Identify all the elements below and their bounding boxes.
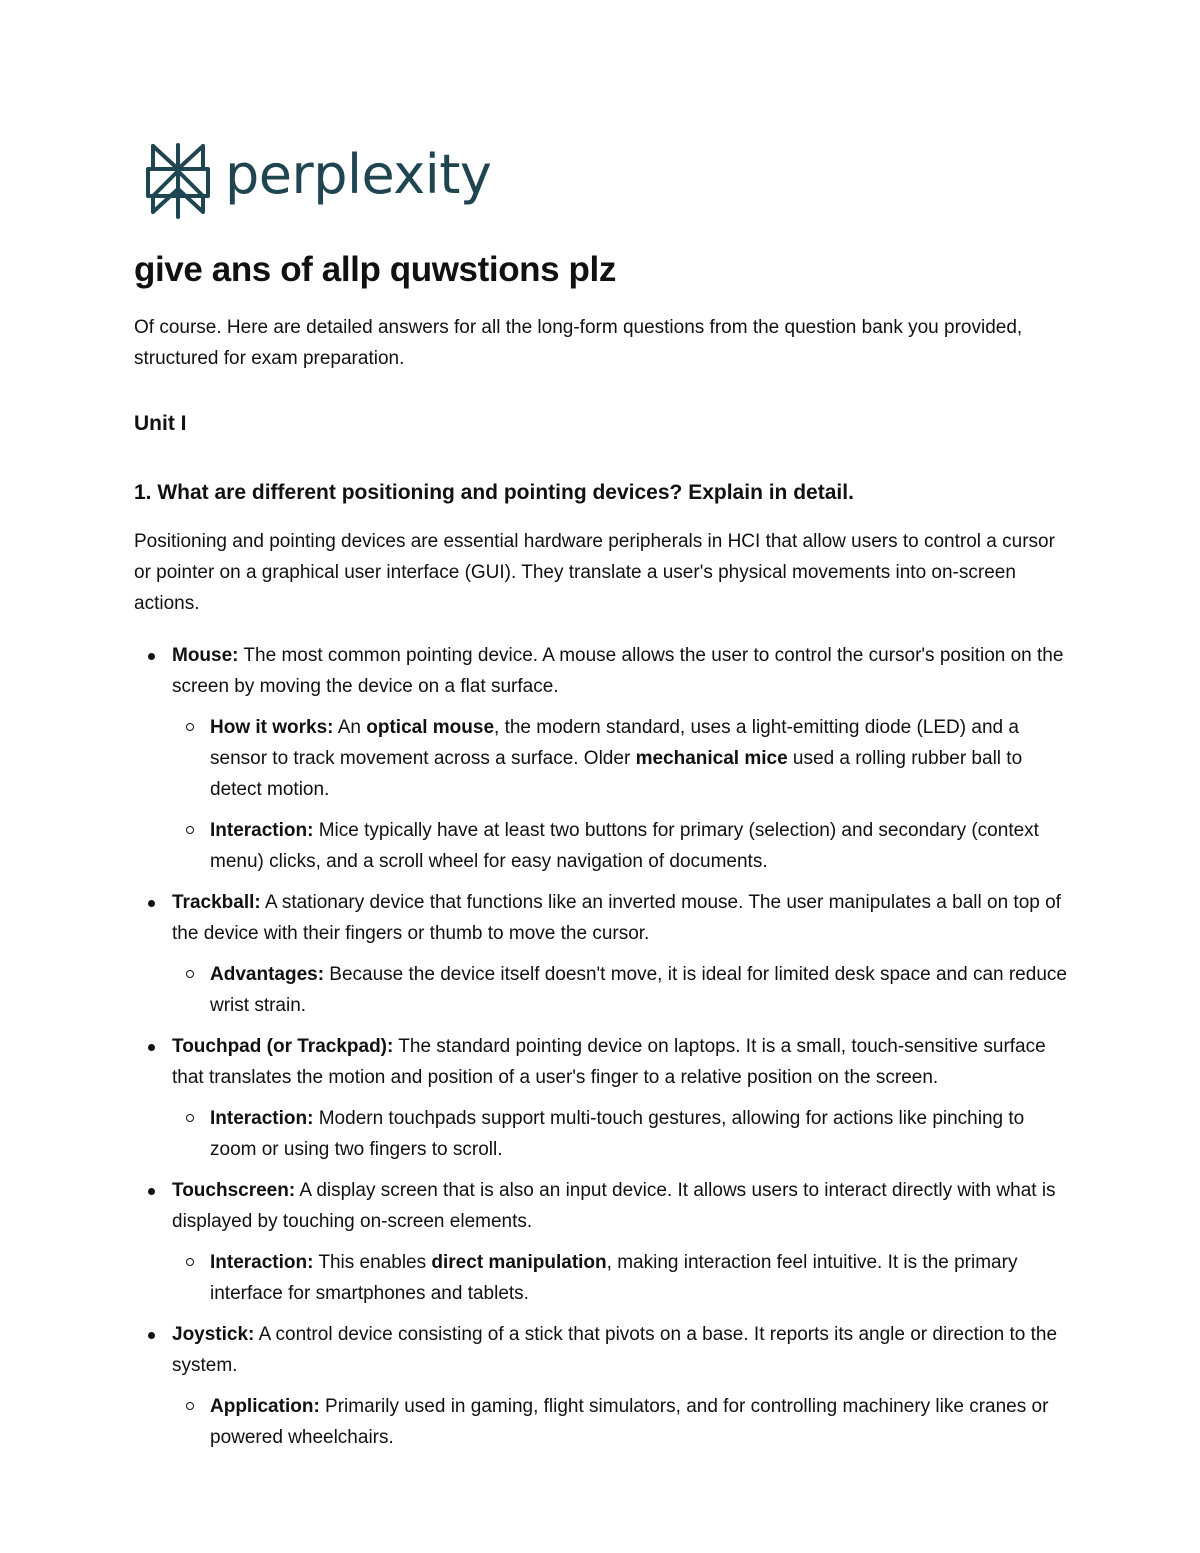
- brand-name: perplexity: [225, 143, 492, 206]
- list-item-joystick: [134, 1319, 1074, 1453]
- device-name: Trackball:: [172, 892, 261, 913]
- detail-text: Modern touchpads support multi-touch gestures, allowing for actions like pinching to zoom or using two fingers to scroll.: [210, 1108, 1025, 1160]
- detail-text: Primarily used in gaming, flight simulators, and for controlling machinery like cranes or powered wheelchairs.: [210, 1396, 1049, 1448]
- question-heading: 1. What are different positioning and pointing devices? Explain in detail.: [134, 481, 854, 504]
- detail-label: Advantages:: [210, 964, 325, 985]
- list-item-touchscreen: [134, 1175, 1074, 1309]
- detail-item: [172, 1247, 1074, 1309]
- device-list: [134, 640, 1074, 1453]
- detail-text: Mice typically have at least two buttons for primary (selection) and secondary (context menu) clicks, and a scroll wheel for easy navigation of documents.: [210, 820, 1039, 872]
- detail-label: How it works:: [210, 717, 334, 738]
- detail-emphasis: mechanical mice: [635, 748, 788, 769]
- detail-list: [172, 1391, 1074, 1453]
- detail-emphasis: direct manipulation: [431, 1252, 607, 1273]
- intro-paragraph: Of course. Here are detailed answers for all the long-form questions from the question bank you provided, structured for exam preparation.: [134, 317, 1023, 369]
- detail-text: Because the device itself doesn't move, it is ideal for limited desk space and can reduce wrist strain.: [210, 964, 1067, 1016]
- device-name: Touchpad (or Trackpad):: [172, 1036, 394, 1057]
- question-intro: Positioning and pointing devices are essential hardware peripherals in HCI that allow users to control a cursor or pointer on a graphical user interface (GUI). They translate a user's physical movements into on-screen actions.: [134, 531, 1055, 614]
- device-name: Mouse:: [172, 645, 239, 666]
- detail-item: [172, 1391, 1074, 1453]
- detail-list: [172, 1103, 1074, 1165]
- device-description: A control device consisting of a stick that pivots on a base. It reports its angle or direction to the system.: [172, 1324, 1058, 1376]
- list-item-mouse: [134, 640, 1074, 877]
- device-name: Touchscreen:: [172, 1180, 296, 1201]
- detail-text: , making interaction feel intuitive. It is the primary interface for smartphones and tablets.: [210, 1252, 1018, 1304]
- detail-item: [172, 959, 1074, 1021]
- unit-heading: Unit I: [134, 412, 187, 435]
- detail-label: Interaction:: [210, 820, 314, 841]
- detail-list: [172, 1247, 1074, 1309]
- device-name: Joystick:: [172, 1324, 255, 1345]
- device-description: A display screen that is also an input device. It allows users to interact directly with what is displayed by touching on-screen elements.: [172, 1180, 1056, 1232]
- detail-text: , the modern standard, uses a light-emitting diode (LED) and a sensor to track movement across a surface. Older: [210, 717, 1019, 769]
- document-content: [134, 248, 1074, 1463]
- device-description: A stationary device that functions like an inverted mouse. The user manipulates a ball on top of the device with their fingers or thumb to move the cursor.: [172, 892, 1061, 944]
- device-description: The most common pointing device. A mouse allows the user to control the cursor's position on the screen by moving the device on a flat surface.: [172, 645, 1064, 697]
- page-title: give ans of allp quwstions plz: [134, 250, 616, 289]
- detail-text: This enables: [313, 1252, 432, 1273]
- detail-item: [172, 712, 1074, 805]
- detail-item: [172, 815, 1074, 877]
- list-item-touchpad: [134, 1031, 1074, 1165]
- detail-label: Interaction:: [210, 1108, 314, 1129]
- detail-label: Application:: [210, 1396, 320, 1417]
- perplexity-logo-icon: [145, 142, 211, 220]
- perplexity-logo: [145, 142, 491, 220]
- detail-emphasis: optical mouse: [366, 717, 495, 738]
- detail-label: Interaction:: [210, 1252, 314, 1273]
- detail-list: [172, 959, 1074, 1021]
- device-description: The standard pointing device on laptops. It is a small, touch-sensitive surface that translates the motion and position of a user's finger to a relative position on the screen.: [172, 1036, 1046, 1088]
- detail-item: [172, 1103, 1074, 1165]
- detail-text: An: [333, 717, 367, 738]
- list-item-trackball: [134, 887, 1074, 1021]
- detail-text: used a rolling rubber ball to detect motion.: [210, 748, 1023, 800]
- detail-list: [172, 712, 1074, 877]
